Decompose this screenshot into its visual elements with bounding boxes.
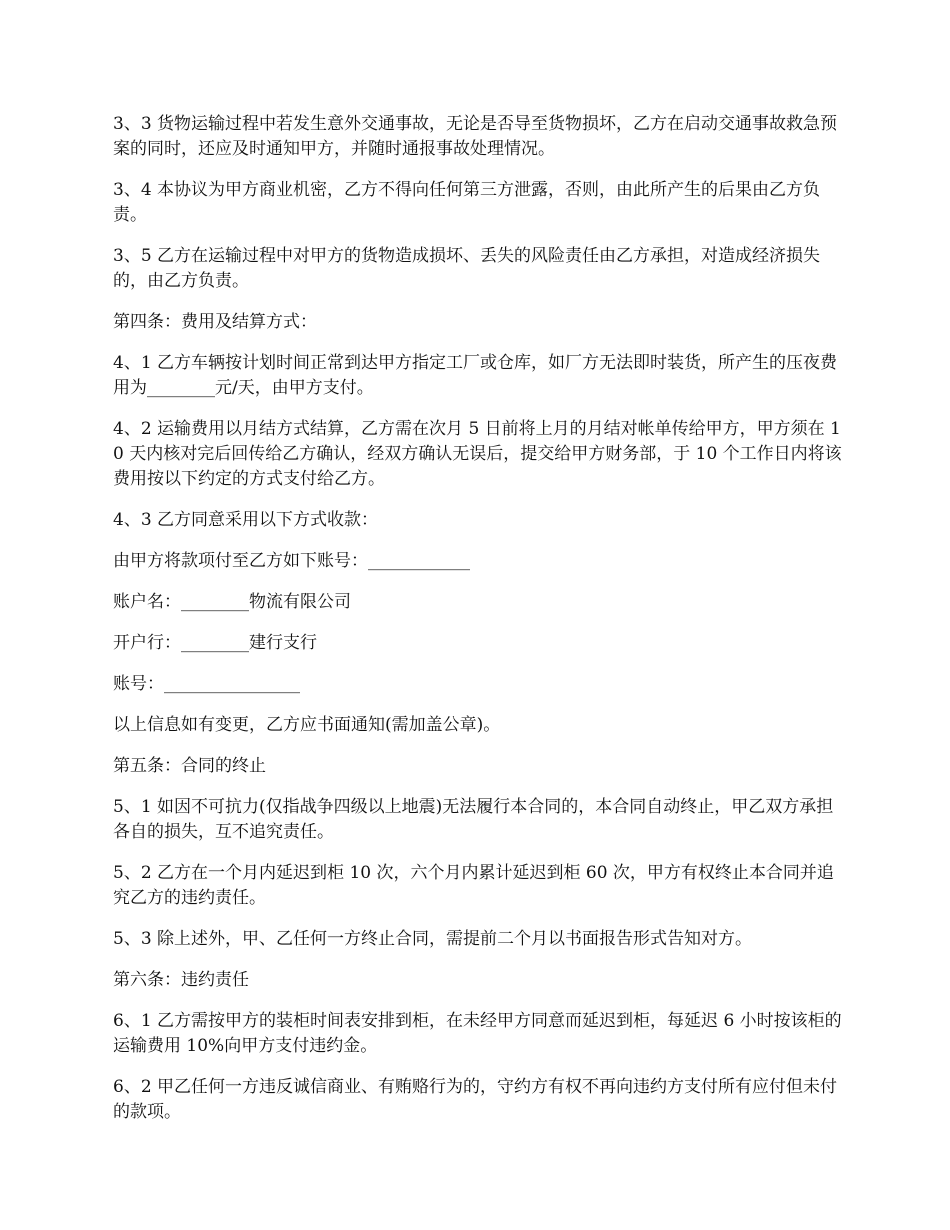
clause-3-5: 3、5 乙方在运输过程中对甲方的货物造成损坏、丢失的风险责任由乙方承担，对造成经济损失的，由乙方负责。 xyxy=(113,246,821,291)
clause-5-1: 5、1 如因不可抗力(仅指战争四级以上地震)无法履行本合同的，本合同自动终止，甲乙双方承担各自的损失，互不追究责任。 xyxy=(113,797,834,842)
payment-account-line: 由甲方将款项付至乙方如下账号：____________ xyxy=(113,551,470,571)
document-body xyxy=(113,112,843,1141)
clause-6-2: 6、2 甲乙任何一方违反诚信商业、有贿赂行为的，守约方有权不再向违约方支付所有应付但未付的款项。 xyxy=(113,1077,838,1122)
clause-3-4: 3、4 本协议为甲方商业机密，乙方不得向任何第三方泄露，否则，由此所产生的后果由乙方负责。 xyxy=(113,180,821,225)
clause-5-3: 5、3 除上述外，甲、乙任何一方终止合同，需提前二个月以书面报告形式告知对方。 xyxy=(113,929,753,949)
clause-4-3: 4、3 乙方同意采用以下方式收款： xyxy=(113,510,379,530)
clause-3-3: 3、3 货物运输过程中若发生意外交通事故，无论是否导至货物损坏，乙方在启动交通事故救急预案的同时，还应及时通知甲方，并随时通报事故处理情况。 xyxy=(113,114,838,159)
article-4-heading: 第四条：费用及结算方式： xyxy=(113,312,317,332)
account-number-line: 账号：________________ xyxy=(113,674,300,694)
account-name-line: 账户名：________物流有限公司 xyxy=(113,592,351,612)
article-5-heading: 第五条：合同的终止 xyxy=(113,756,266,776)
clause-6-1: 6、1 乙方需按甲方的装柜时间表安排到柜，在未经甲方同意而延迟到柜，每延迟 6 小时按该柜的运输费用 10%向甲方支付违约金。 xyxy=(113,1011,842,1056)
clause-5-2: 5、2 乙方在一个月内延迟到柜 10 次，六个月内累计延迟到柜 60 次，甲方有权终止本合同并追究乙方的违约责任。 xyxy=(113,863,834,908)
article-6-heading: 第六条：违约责任 xyxy=(113,970,249,990)
change-notice-line: 以上信息如有变更，乙方应书面通知(需加盖公章)。 xyxy=(113,715,501,735)
bank-branch-line: 开户行：________建行支行 xyxy=(113,633,317,653)
clause-4-1: 4、1 乙方车辆按计划时间正常到达甲方指定工厂或仓库，如厂方无法即时装货，所产生的压夜费用为________元/天，由甲方支付。 xyxy=(113,353,838,398)
clause-4-2: 4、2 运输费用以月结方式结算，乙方需在次月 5 日前将上月的月结对帐单传给甲方，甲方须在 10 天内核对完后回传给乙方确认，经双方确认无误后，提交给甲方财务部，于 10 个工作日内将该费用按以下约定的方式支付给乙方。 xyxy=(113,419,842,489)
